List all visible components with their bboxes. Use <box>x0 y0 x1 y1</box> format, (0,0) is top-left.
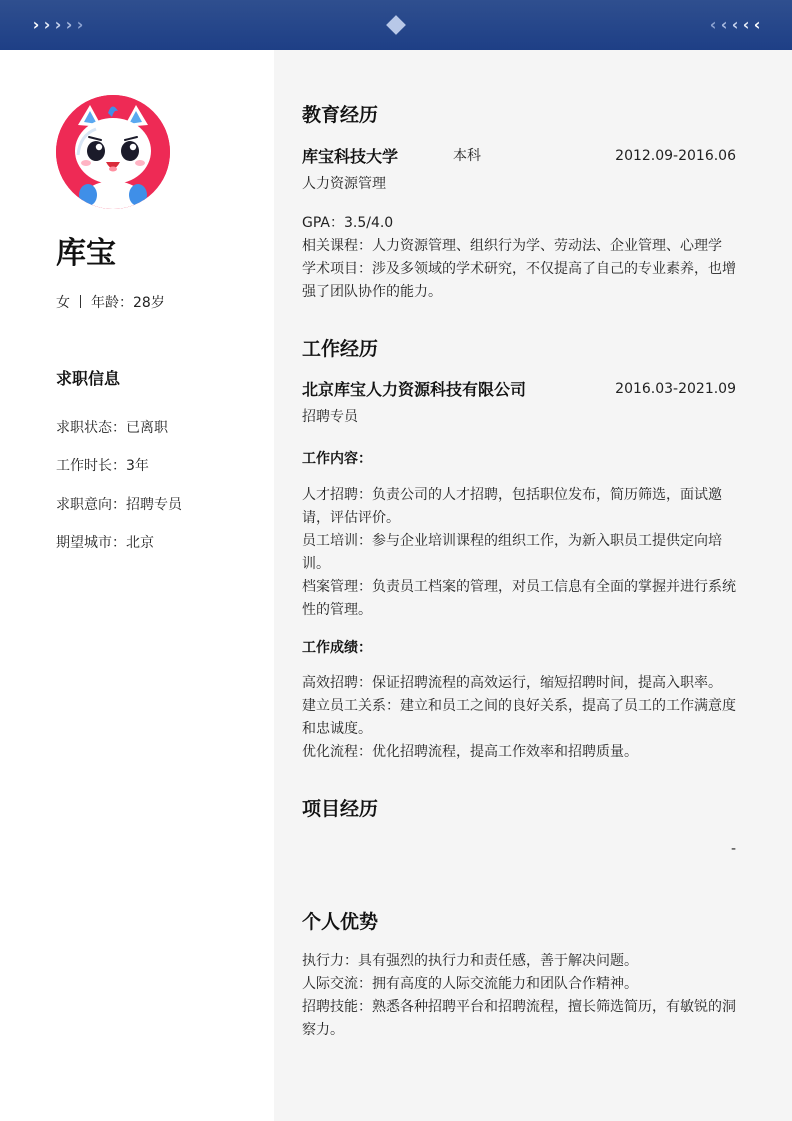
job-status-value: 已离职 <box>126 420 168 436</box>
divider <box>80 295 81 308</box>
mascot-icon <box>56 95 170 209</box>
work-period: 2016.03-2021.09 <box>615 381 736 397</box>
content-item: 人才招聘：负责公司的人才招聘，包括职位发布，简历筛选，面试邀请，评估评价。 <box>302 487 722 526</box>
achievement-title: 工作成绩： <box>302 640 372 656</box>
gpa-line: GPA：3.5/4.0 <box>302 215 394 231</box>
header-bar <box>0 0 792 50</box>
work-achievements <box>302 672 740 764</box>
project-title: 项目经历 <box>302 798 379 820</box>
content-item: 员工培训：参与企业培训课程的组织工作，为新入职员工提供定向培训。 <box>302 533 722 572</box>
courses-line: 相关课程：人力资源管理、组织行为学、劳动法、企业管理、心理学 <box>302 238 722 254</box>
position-text: 招聘专员 <box>302 409 358 425</box>
chevrons-right-icon: › › › › › <box>32 15 83 34</box>
degree-text: 本科 <box>453 148 481 164</box>
company-name: 北京库宝人力资源科技有限公司 <box>302 380 527 399</box>
age-text: 年龄：28岁 <box>91 295 165 311</box>
gender-text: 女 <box>56 295 70 311</box>
achievement-item: 优化流程：优化招聘流程，提高工作效率和招聘质量。 <box>302 744 638 760</box>
candidate-name: 库宝 <box>56 236 116 271</box>
education-details <box>302 212 740 304</box>
city-value: 北京 <box>126 535 154 551</box>
content-item: 档案管理：负责员工档案的管理，对员工信息有全面的掌握并进行系统性的管理。 <box>302 579 736 618</box>
work-years-value: 3年 <box>126 458 149 474</box>
diamond-icon <box>386 15 406 35</box>
strength-item: 执行力：具有强烈的执行力和责任感，善于解决问题。 <box>302 953 638 969</box>
sidebar <box>0 50 274 1121</box>
job-status-item <box>56 417 168 437</box>
work-content <box>302 484 740 622</box>
work-years-item <box>56 455 149 475</box>
city-label: 期望城市： <box>56 535 126 551</box>
strengths-title: 个人优势 <box>302 911 379 933</box>
chevrons-left-icon: ‹ ‹ ‹ ‹ ‹ <box>709 15 760 34</box>
education-title: 教育经历 <box>302 104 379 126</box>
school-name: 库宝科技大学 <box>302 147 399 166</box>
work-title: 工作经历 <box>302 338 379 360</box>
education-period: 2012.09-2016.06 <box>615 148 736 164</box>
strengths-list <box>302 950 740 1042</box>
content-title: 工作内容： <box>302 451 372 467</box>
major-text: 人力资源管理 <box>302 176 386 192</box>
achievement-item: 建立员工关系：建立和员工之间的良好关系，提高了员工的工作满意度和忠诚度。 <box>302 698 736 737</box>
academic-line: 学术项目：涉及多领域的学术研究，不仅提高了自己的专业素养，也增强了团队协作的能力。 <box>302 261 736 300</box>
job-intent-item <box>56 494 182 514</box>
strength-item: 招聘技能：熟悉各种招聘平台和招聘流程，擅长筛选简历，有敏锐的洞察力。 <box>302 999 736 1038</box>
strength-item: 人际交流：拥有高度的人际交流能力和团队合作精神。 <box>302 976 638 992</box>
job-intent-label: 求职意向： <box>56 497 126 513</box>
job-status-label: 求职状态： <box>56 420 126 436</box>
avatar <box>56 95 170 209</box>
work-years-label: 工作时长： <box>56 458 126 474</box>
project-placeholder: - <box>730 841 736 857</box>
basic-info <box>56 292 165 312</box>
job-intent-value: 招聘专员 <box>126 497 182 513</box>
achievement-item: 高效招聘：保证招聘流程的高效运行，缩短招聘时间，提高入职率。 <box>302 675 722 691</box>
job-intent-title: 求职信息 <box>56 369 121 388</box>
city-item <box>56 532 154 552</box>
